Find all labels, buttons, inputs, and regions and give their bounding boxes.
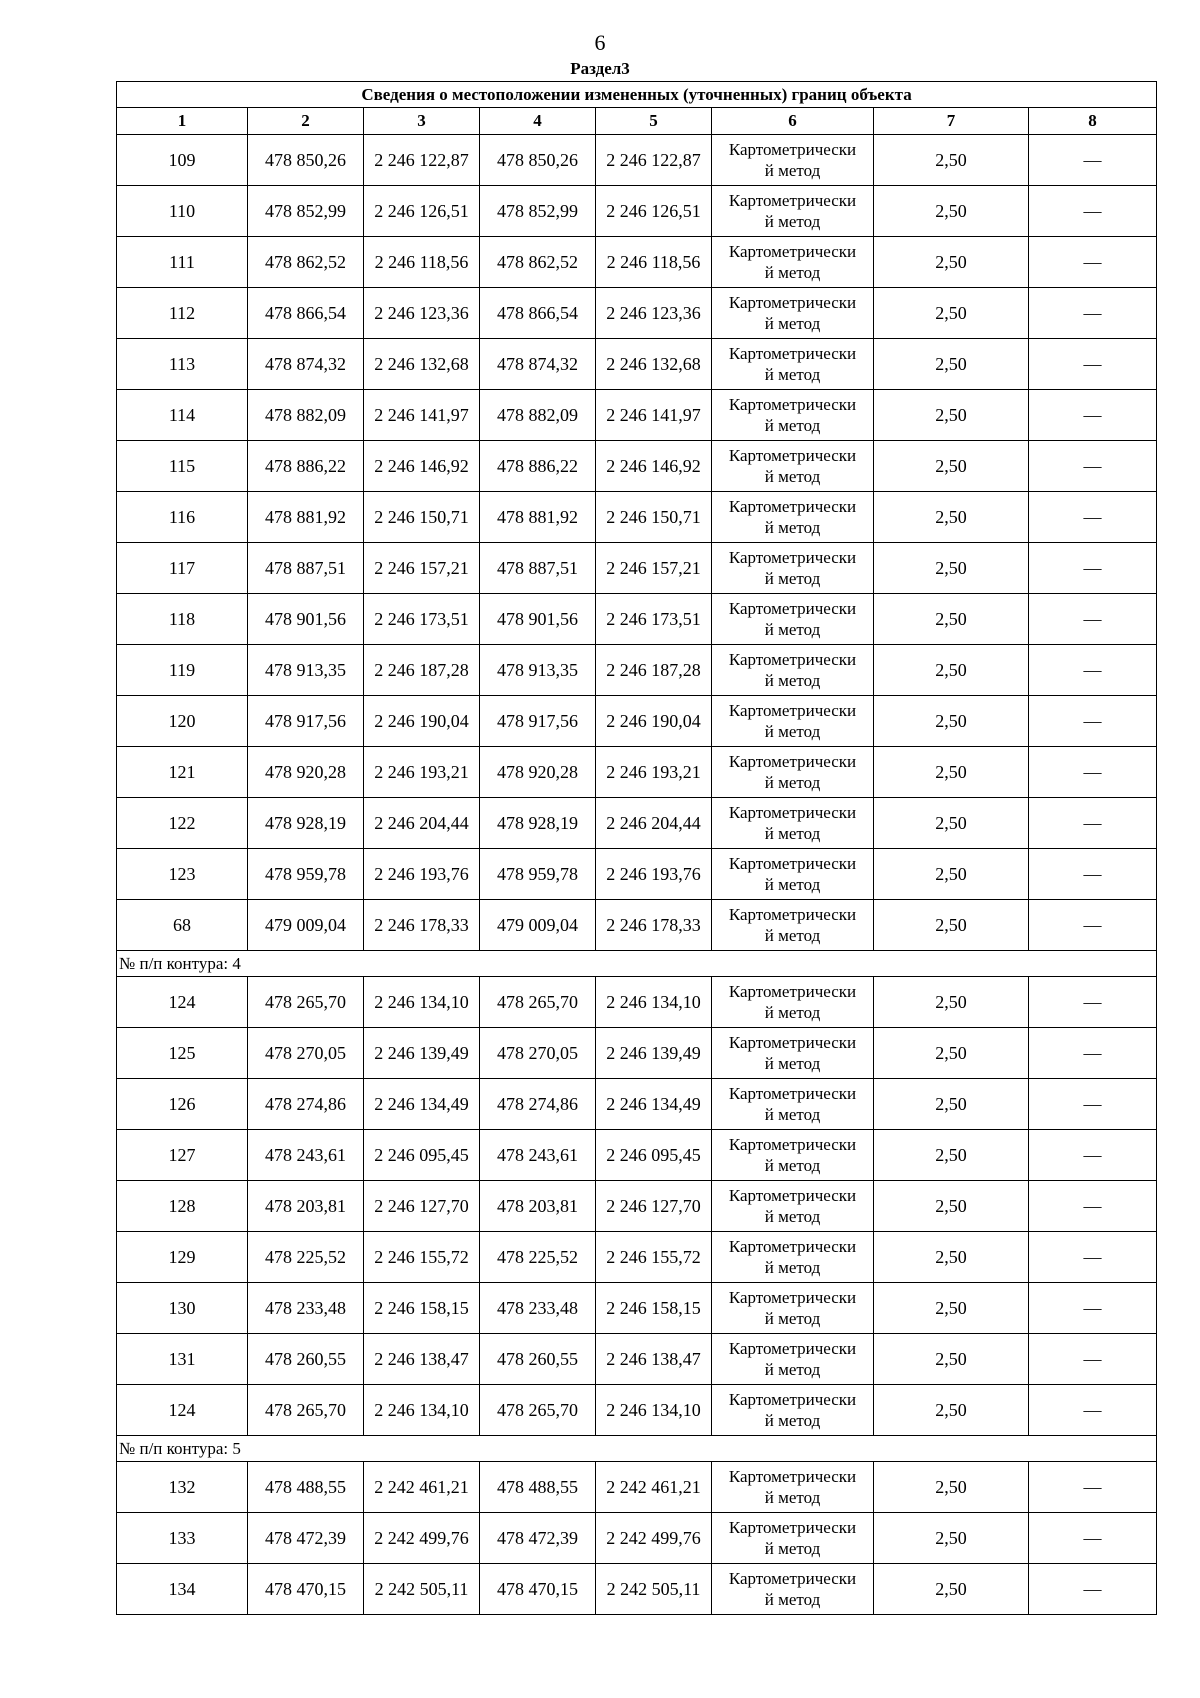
accuracy-cell: 2,50 [874,1232,1029,1283]
point-number-cell: 115 [117,441,248,492]
point-number-cell: 133 [117,1513,248,1564]
table-row [117,186,1157,237]
table-row [117,288,1157,339]
y-new-cell: 2 246 178,33 [596,900,712,951]
point-number-cell: 111 [117,237,248,288]
table-row [117,543,1157,594]
y-old-cell: 2 246 204,44 [364,798,480,849]
point-number-cell: 114 [117,390,248,441]
point-number-cell: 130 [117,1283,248,1334]
description-cell: — [1029,135,1157,186]
x-new-cell: 478 225,52 [480,1232,596,1283]
point-number-cell: 125 [117,1028,248,1079]
accuracy-cell: 2,50 [874,1334,1029,1385]
y-old-cell: 2 246 126,51 [364,186,480,237]
method-cell: Картометрически й метод [712,390,874,441]
x-new-cell: 478 887,51 [480,543,596,594]
table-row [117,441,1157,492]
accuracy-cell: 2,50 [874,390,1029,441]
point-number-cell: 132 [117,1462,248,1513]
y-old-cell: 2 246 193,76 [364,849,480,900]
y-old-cell: 2 246 132,68 [364,339,480,390]
point-number-cell: 119 [117,645,248,696]
method-cell: Картометрически й метод [712,1130,874,1181]
table-row [117,492,1157,543]
accuracy-cell: 2,50 [874,186,1029,237]
x-new-cell: 478 881,92 [480,492,596,543]
accuracy-cell: 2,50 [874,1564,1029,1615]
y-new-cell: 2 246 173,51 [596,594,712,645]
x-old-cell: 478 260,55 [248,1334,364,1385]
description-cell: — [1029,594,1157,645]
table-row [117,135,1157,186]
y-new-cell: 2 246 150,71 [596,492,712,543]
accuracy-cell: 2,50 [874,441,1029,492]
x-old-cell: 478 472,39 [248,1513,364,1564]
method-cell: Картометрически й метод [712,492,874,543]
accuracy-cell: 2,50 [874,849,1029,900]
accuracy-cell: 2,50 [874,1130,1029,1181]
y-new-cell: 2 242 505,11 [596,1564,712,1615]
description-cell: — [1029,186,1157,237]
method-cell: Картометрически й метод [712,1385,874,1436]
method-cell: Картометрически й метод [712,1079,874,1130]
y-old-cell: 2 242 461,21 [364,1462,480,1513]
y-old-cell: 2 246 127,70 [364,1181,480,1232]
x-new-cell: 478 243,61 [480,1130,596,1181]
method-cell: Картометрически й метод [712,849,874,900]
x-old-cell: 478 959,78 [248,849,364,900]
method-cell: Картометрически й метод [712,1283,874,1334]
method-cell: Картометрически й метод [712,1564,874,1615]
table-row [117,1079,1157,1130]
table-row [117,977,1157,1028]
y-old-cell: 2 242 499,76 [364,1513,480,1564]
table-row [117,1028,1157,1079]
y-new-cell: 2 246 134,49 [596,1079,712,1130]
accuracy-cell: 2,50 [874,977,1029,1028]
y-old-cell: 2 246 118,56 [364,237,480,288]
table-row [117,339,1157,390]
point-number-cell: 121 [117,747,248,798]
point-number-cell: 116 [117,492,248,543]
table-row [117,900,1157,951]
y-new-cell: 2 246 187,28 [596,645,712,696]
method-cell: Картометрически й метод [712,135,874,186]
method-cell: Картометрически й метод [712,237,874,288]
y-old-cell: 2 246 139,49 [364,1028,480,1079]
table-header-row [117,108,1157,135]
x-old-cell: 478 886,22 [248,441,364,492]
table-row [117,594,1157,645]
accuracy-cell: 2,50 [874,1513,1029,1564]
method-cell: Картометрически й метод [712,186,874,237]
x-new-cell: 478 882,09 [480,390,596,441]
x-new-cell: 478 270,05 [480,1028,596,1079]
point-number-cell: 127 [117,1130,248,1181]
method-cell: Картометрически й метод [712,543,874,594]
y-old-cell: 2 246 146,92 [364,441,480,492]
y-old-cell: 2 246 095,45 [364,1130,480,1181]
y-new-cell: 2 246 193,76 [596,849,712,900]
description-cell: — [1029,390,1157,441]
description-cell: — [1029,237,1157,288]
x-old-cell: 478 470,15 [248,1564,364,1615]
description-cell: — [1029,441,1157,492]
accuracy-cell: 2,50 [874,1079,1029,1130]
y-new-cell: 2 246 158,15 [596,1283,712,1334]
y-new-cell: 2 246 138,47 [596,1334,712,1385]
accuracy-cell: 2,50 [874,339,1029,390]
y-new-cell: 2 246 095,45 [596,1130,712,1181]
y-old-cell: 2 246 178,33 [364,900,480,951]
accuracy-cell: 2,50 [874,594,1029,645]
y-old-cell: 2 246 138,47 [364,1334,480,1385]
point-number-cell: 123 [117,849,248,900]
y-old-cell: 2 246 150,71 [364,492,480,543]
y-new-cell: 2 246 193,21 [596,747,712,798]
table-row [117,696,1157,747]
method-cell: Картометрически й метод [712,1028,874,1079]
x-new-cell: 478 260,55 [480,1334,596,1385]
y-new-cell: 2 246 204,44 [596,798,712,849]
x-old-cell: 478 203,81 [248,1181,364,1232]
description-cell: — [1029,1513,1157,1564]
point-number-cell: 126 [117,1079,248,1130]
x-new-cell: 478 920,28 [480,747,596,798]
y-new-cell: 2 246 141,97 [596,390,712,441]
description-cell: — [1029,288,1157,339]
x-new-cell: 478 852,99 [480,186,596,237]
point-number-cell: 109 [117,135,248,186]
description-cell: — [1029,543,1157,594]
description-cell: — [1029,798,1157,849]
description-cell: — [1029,1079,1157,1130]
x-new-cell: 478 886,22 [480,441,596,492]
x-old-cell: 478 225,52 [248,1232,364,1283]
x-old-cell: 478 881,92 [248,492,364,543]
table-row [117,237,1157,288]
y-new-cell: 2 246 139,49 [596,1028,712,1079]
table-row [117,1181,1157,1232]
table-row [117,1283,1157,1334]
contour-label: № п/п контура: 4 [117,951,1157,977]
section-title: Раздел3 [570,59,630,78]
method-cell: Картометрически й метод [712,441,874,492]
y-new-cell: 2 246 190,04 [596,696,712,747]
method-cell: Картометрически й метод [712,339,874,390]
accuracy-cell: 2,50 [874,492,1029,543]
x-old-cell: 478 887,51 [248,543,364,594]
description-cell: — [1029,1385,1157,1436]
y-new-cell: 2 242 499,76 [596,1513,712,1564]
accuracy-cell: 2,50 [874,900,1029,951]
table-row [117,1232,1157,1283]
x-new-cell: 478 472,39 [480,1513,596,1564]
accuracy-cell: 2,50 [874,798,1029,849]
description-cell: — [1029,696,1157,747]
description-cell: — [1029,492,1157,543]
description-cell: — [1029,900,1157,951]
y-new-cell: 2 246 146,92 [596,441,712,492]
y-old-cell: 2 242 505,11 [364,1564,480,1615]
table-row [117,1462,1157,1513]
accuracy-cell: 2,50 [874,1385,1029,1436]
x-new-cell: 478 233,48 [480,1283,596,1334]
x-new-cell: 478 203,81 [480,1181,596,1232]
boundary-coordinates-table [116,81,1157,1615]
x-new-cell: 478 850,26 [480,135,596,186]
x-new-cell: 478 917,56 [480,696,596,747]
method-cell: Картометрически й метод [712,900,874,951]
y-old-cell: 2 246 158,15 [364,1283,480,1334]
point-number-cell: 122 [117,798,248,849]
table-caption-row [117,82,1157,108]
method-cell: Картометрически й метод [712,747,874,798]
x-old-cell: 478 882,09 [248,390,364,441]
x-old-cell: 478 866,54 [248,288,364,339]
description-cell: — [1029,849,1157,900]
y-old-cell: 2 246 193,21 [364,747,480,798]
description-cell: — [1029,1283,1157,1334]
description-cell: — [1029,1181,1157,1232]
accuracy-cell: 2,50 [874,1283,1029,1334]
y-new-cell: 2 246 155,72 [596,1232,712,1283]
y-new-cell: 2 246 134,10 [596,1385,712,1436]
method-cell: Картометрически й метод [712,594,874,645]
y-old-cell: 2 246 134,10 [364,1385,480,1436]
y-old-cell: 2 246 157,21 [364,543,480,594]
table-row [117,645,1157,696]
x-old-cell: 478 265,70 [248,1385,364,1436]
method-cell: Картометрически й метод [712,1232,874,1283]
page-number: 6 [594,30,606,55]
description-cell: — [1029,1564,1157,1615]
x-new-cell: 478 866,54 [480,288,596,339]
x-new-cell: 479 009,04 [480,900,596,951]
point-number-cell: 117 [117,543,248,594]
contour-label: № п/п контура: 5 [117,1436,1157,1462]
table-row [117,390,1157,441]
contour-label-row [117,1436,1157,1462]
x-old-cell: 478 913,35 [248,645,364,696]
x-old-cell: 478 243,61 [248,1130,364,1181]
accuracy-cell: 2,50 [874,288,1029,339]
y-old-cell: 2 246 190,04 [364,696,480,747]
x-new-cell: 478 928,19 [480,798,596,849]
accuracy-cell: 2,50 [874,135,1029,186]
accuracy-cell: 2,50 [874,1028,1029,1079]
method-cell: Картометрически й метод [712,977,874,1028]
y-new-cell: 2 246 118,56 [596,237,712,288]
table-row [117,1564,1157,1615]
x-old-cell: 478 917,56 [248,696,364,747]
accuracy-cell: 2,50 [874,645,1029,696]
x-new-cell: 478 901,56 [480,594,596,645]
x-old-cell: 478 901,56 [248,594,364,645]
point-number-cell: 124 [117,1385,248,1436]
column-header: 5 [596,108,712,135]
x-old-cell: 478 862,52 [248,237,364,288]
point-number-cell: 68 [117,900,248,951]
x-new-cell: 478 959,78 [480,849,596,900]
table-body [117,135,1157,1615]
description-cell: — [1029,1130,1157,1181]
y-old-cell: 2 246 123,36 [364,288,480,339]
description-cell: — [1029,1232,1157,1283]
x-new-cell: 478 265,70 [480,977,596,1028]
accuracy-cell: 2,50 [874,237,1029,288]
table-row [117,1334,1157,1385]
point-number-cell: 134 [117,1564,248,1615]
method-cell: Картометрически й метод [712,798,874,849]
point-number-cell: 131 [117,1334,248,1385]
y-old-cell: 2 246 187,28 [364,645,480,696]
description-cell: — [1029,1028,1157,1079]
x-old-cell: 478 274,86 [248,1079,364,1130]
table-row [117,1513,1157,1564]
y-new-cell: 2 246 134,10 [596,977,712,1028]
y-new-cell: 2 246 132,68 [596,339,712,390]
column-header: 7 [874,108,1029,135]
method-cell: Картометрически й метод [712,1334,874,1385]
method-cell: Картометрически й метод [712,1181,874,1232]
y-old-cell: 2 246 134,10 [364,977,480,1028]
y-new-cell: 2 246 122,87 [596,135,712,186]
column-header: 3 [364,108,480,135]
x-old-cell: 478 265,70 [248,977,364,1028]
accuracy-cell: 2,50 [874,1462,1029,1513]
method-cell: Картометрически й метод [712,696,874,747]
description-cell: — [1029,977,1157,1028]
table-row [117,1385,1157,1436]
column-header: 1 [117,108,248,135]
y-new-cell: 2 246 123,36 [596,288,712,339]
x-new-cell: 478 470,15 [480,1564,596,1615]
table-row [117,1130,1157,1181]
accuracy-cell: 2,50 [874,747,1029,798]
point-number-cell: 110 [117,186,248,237]
description-cell: — [1029,1334,1157,1385]
x-old-cell: 478 850,26 [248,135,364,186]
column-header: 6 [712,108,874,135]
x-old-cell: 478 852,99 [248,186,364,237]
x-old-cell: 478 928,19 [248,798,364,849]
description-cell: — [1029,645,1157,696]
accuracy-cell: 2,50 [874,1181,1029,1232]
x-new-cell: 478 862,52 [480,237,596,288]
method-cell: Картометрически й метод [712,1462,874,1513]
point-number-cell: 129 [117,1232,248,1283]
table-row [117,747,1157,798]
x-new-cell: 478 265,70 [480,1385,596,1436]
point-number-cell: 118 [117,594,248,645]
method-cell: Картометрически й метод [712,1513,874,1564]
x-new-cell: 478 874,32 [480,339,596,390]
column-header: 2 [248,108,364,135]
point-number-cell: 120 [117,696,248,747]
x-new-cell: 478 488,55 [480,1462,596,1513]
x-old-cell: 478 233,48 [248,1283,364,1334]
y-new-cell: 2 246 127,70 [596,1181,712,1232]
y-old-cell: 2 246 141,97 [364,390,480,441]
accuracy-cell: 2,50 [874,543,1029,594]
y-new-cell: 2 246 157,21 [596,543,712,594]
x-new-cell: 478 913,35 [480,645,596,696]
y-new-cell: 2 246 126,51 [596,186,712,237]
description-cell: — [1029,339,1157,390]
y-old-cell: 2 246 173,51 [364,594,480,645]
column-header: 4 [480,108,596,135]
y-old-cell: 2 246 134,49 [364,1079,480,1130]
contour-label-row [117,951,1157,977]
x-old-cell: 478 920,28 [248,747,364,798]
x-old-cell: 479 009,04 [248,900,364,951]
point-number-cell: 124 [117,977,248,1028]
x-old-cell: 478 874,32 [248,339,364,390]
x-old-cell: 478 488,55 [248,1462,364,1513]
point-number-cell: 113 [117,339,248,390]
y-new-cell: 2 242 461,21 [596,1462,712,1513]
table-caption: Сведения о местоположении измененных (уточненных) границ объекта [117,82,1157,108]
method-cell: Картометрически й метод [712,288,874,339]
column-header: 8 [1029,108,1157,135]
description-cell: — [1029,747,1157,798]
y-old-cell: 2 246 155,72 [364,1232,480,1283]
point-number-cell: 112 [117,288,248,339]
table-row [117,798,1157,849]
y-old-cell: 2 246 122,87 [364,135,480,186]
x-old-cell: 478 270,05 [248,1028,364,1079]
x-new-cell: 478 274,86 [480,1079,596,1130]
accuracy-cell: 2,50 [874,696,1029,747]
point-number-cell: 128 [117,1181,248,1232]
description-cell: — [1029,1462,1157,1513]
table-row [117,849,1157,900]
method-cell: Картометрически й метод [712,645,874,696]
